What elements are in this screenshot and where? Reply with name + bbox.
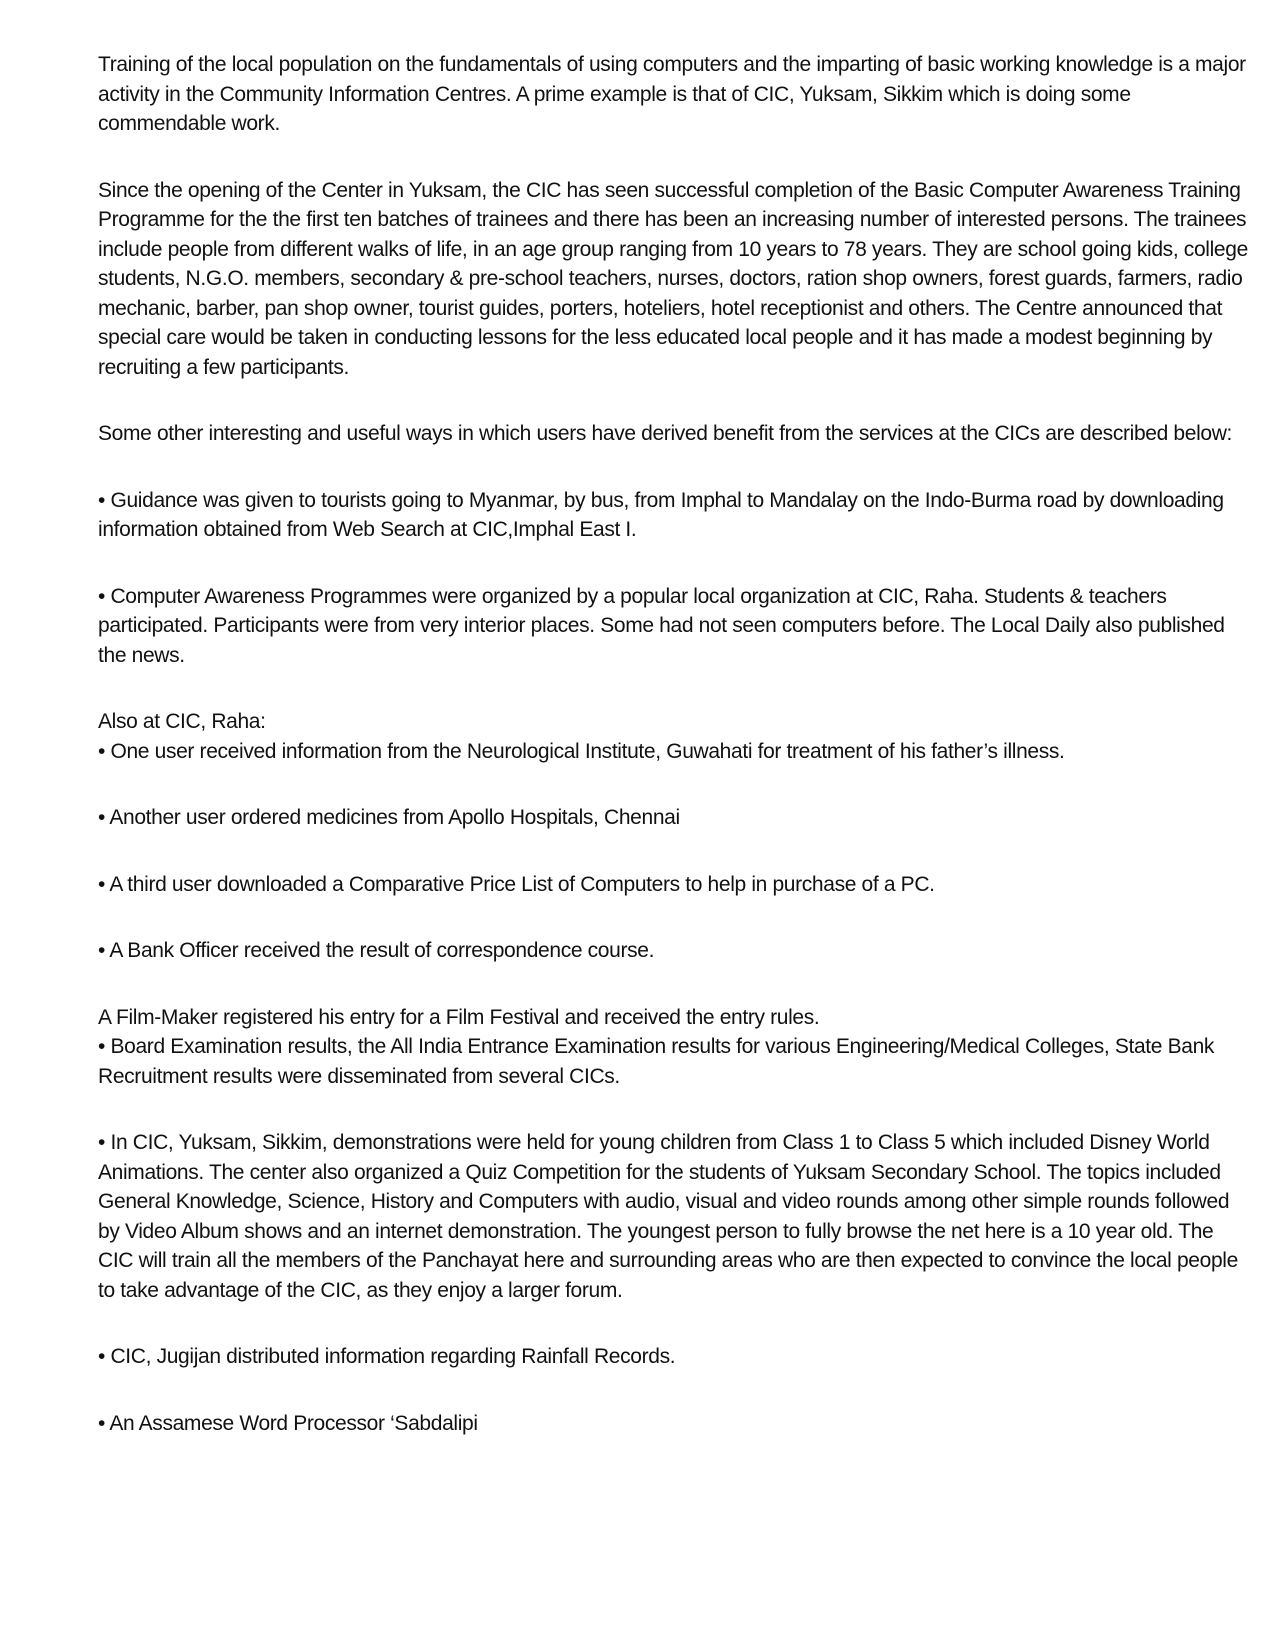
- bullet-price-list: • A third user downloaded a Comparative Price List of Computers to help in purchase of a PC.: [98, 872, 935, 896]
- bullet-raha-awareness: • Computer Awareness Programmes were organized by a popular local organization at CIC, Raha. Students & teachers participated. Participants were from very interior places. Some had not seen computers before. The Local Daily also published the news.: [98, 584, 1225, 667]
- paragraph-film-maker: A Film-Maker registered his entry for a Film Festival and received the entry rules.: [98, 1005, 820, 1029]
- bullet-bank-officer: • A Bank Officer received the result of correspondence course.: [98, 939, 655, 962]
- bullet-assamese-word-processor: • An Assamese Word Processor ‘Sabdalipi: [98, 1411, 478, 1435]
- bullet-yuksam-demonstrations: • In CIC, Yuksam, Sikkim, demonstrations were held for young children from Class 1 to Class 5 which included Disney World Animations. The center also organized a Quiz Competition for the students of Yuksam Secondary School. The topics included General Knowledge, Science, History and Computers with audio, visual and video rounds among other simple rounds followed by Video Album shows and an internet demonstration. The youngest person to fully browse the net here is a 10 year old. The CIC will train all the members of the Panchayat here and surrounding areas who are then expected to convince the local people to take advantage of the CIC, as they enjoy a larger forum.: [98, 1131, 1238, 1302]
- bullet-exam-results: • Board Examination results, the All India Entrance Examination results for various Engineering/Medical Colleges, State Bank Recruitment results were disseminated from several CICs.: [98, 1035, 1215, 1088]
- paragraph-also-raha: Also at CIC, Raha:: [98, 710, 266, 733]
- bullet-apollo-medicines: • Another user ordered medicines from Apollo Hospitals, Chennai: [98, 806, 680, 829]
- document-page: [98, 50, 1248, 1475]
- bullet-rainfall-records: • CIC, Jugijan distributed information regarding Rainfall Records.: [98, 1345, 676, 1368]
- bullet-neurological-info: • One user received information from the Neurological Institute, Guwahati for treatment of his father’s illness.: [98, 739, 1065, 763]
- bullet-myanmar-guidance: • Guidance was given to tourists going to Myanmar, by bus, from Imphal to Mandalay on the Indo-Burma road by downloading information obtained from Web Search at CIC,Imphal East I.: [98, 488, 1224, 541]
- paragraph-benefits-intro: Some other interesting and useful ways in which users have derived benefit from the services at the CICs are described below:: [98, 422, 1233, 445]
- paragraph-yuksam-training: Since the opening of the Center in Yuksam, the CIC has seen successful completion of the Basic Computer Awareness Training Programme for the the first ten batches of trainees and there has been an increasing number of interested persons. The trainees include people from different walks of life, in an age group ranging from 10 years to 78 years. They are school going kids, college students, N.G.O. members, secondary & pre-school teachers, nurses, doctors, ration shop owners, forest guards, farmers, radio mechanic, barber, pan shop owner, tourist guides, porters, hoteliers, hotel receptionist and others. The Centre announced that special care would be taken in conducting lessons for the less educated local people and it has made a modest beginning by recruiting a few participants.: [98, 178, 1248, 379]
- paragraph-training-intro: Training of the local population on the fundamentals of using computers and the imparting of basic working knowledge is a major activity in the Community Information Centres. A prime example is that of CIC, Yuksam, Sikkim which is doing some commendable work.: [98, 53, 1246, 135]
